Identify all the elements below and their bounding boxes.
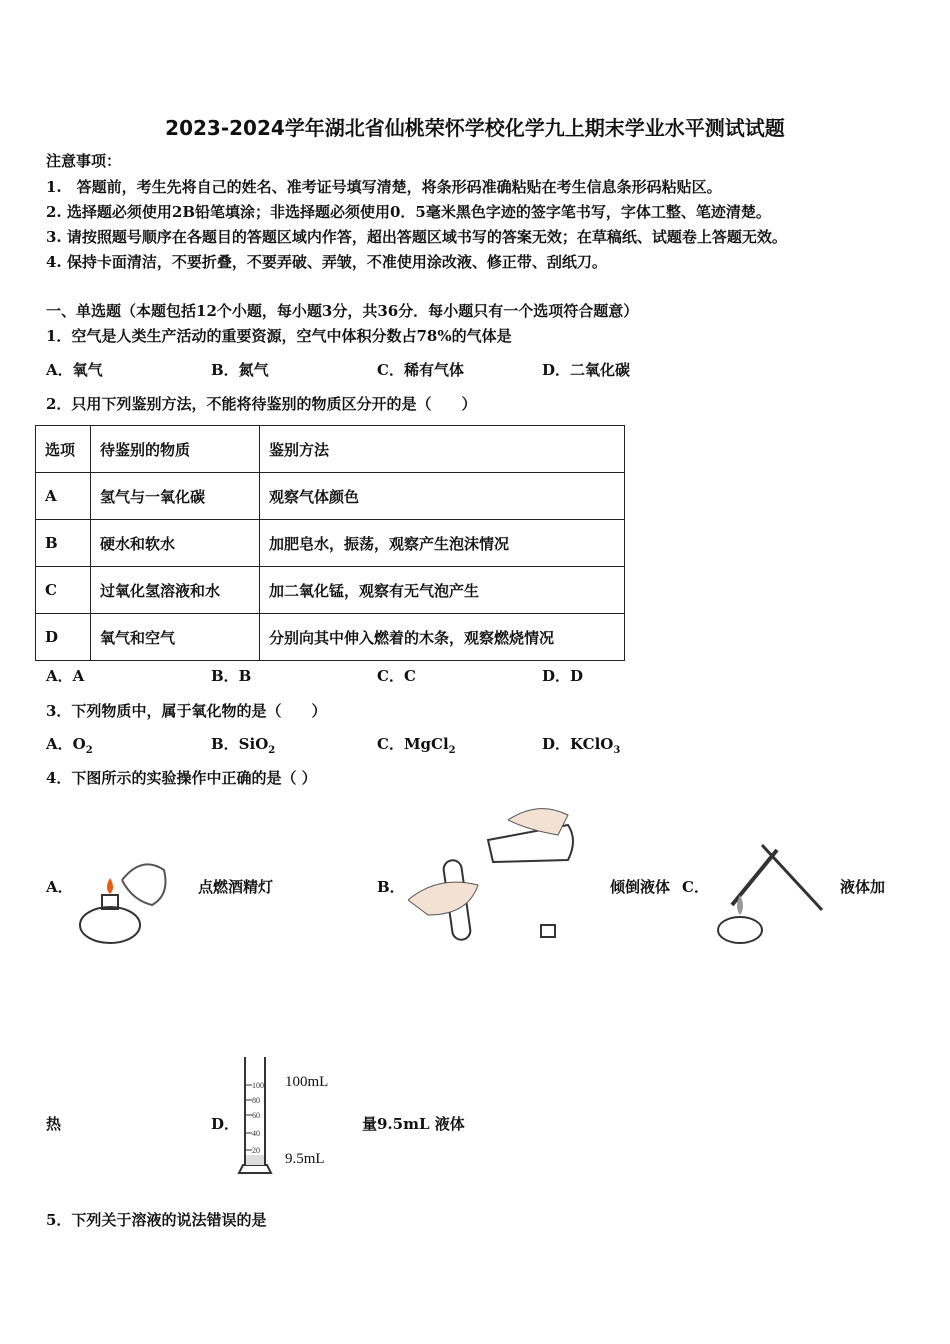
cylinder-tick: 60 <box>252 1111 260 1120</box>
q1-option: A．氧气 <box>46 361 103 379</box>
q5-stem: 5．下列关于溶液的说法错误的是 <box>46 1211 267 1229</box>
table-cell: C <box>36 567 91 614</box>
page-title: 2023-2024学年湖北省仙桃荣怀学校化学九上期末学业水平测试试题 <box>165 116 785 140</box>
q1-stem: 1．空气是人类生产活动的重要资源，空气中体积分数占78%的气体是 <box>46 327 512 345</box>
cylinder-label: 100mL <box>285 1074 329 1090</box>
table-row <box>36 567 625 614</box>
table-header-row <box>36 426 625 473</box>
q3-option: D．KClO$_3$ <box>542 735 621 756</box>
table-cell: 过氧化氢溶液和水 <box>91 567 260 614</box>
notice-item: 4. 保持卡面清洁，不要折叠，不要弄破、弄皱，不准使用涂改液、修正带、刮纸刀。 <box>46 253 607 271</box>
table-cell: 氢气与一氧化碳 <box>91 473 260 520</box>
q4-option-text: 量9.5mL 液体 <box>362 1115 465 1133</box>
q4-option-text: 液体加 <box>840 878 886 896</box>
table-row <box>36 520 625 567</box>
q4-option-label: C． <box>682 878 709 896</box>
notice-item: 3. 请按照题号顺序在各题目的答题区域内作答，超出答题区域书写的答案无效；在草稿纸、试题卷上答题无效。 <box>46 228 787 246</box>
q2-option: A．A <box>46 667 85 685</box>
q4-option-label: B． <box>377 878 405 896</box>
pouring-liquid-figure <box>408 800 583 950</box>
q4-stem: 4．下图所示的实验操作中正确的是（ ） <box>46 769 317 787</box>
table-header: 选项 <box>36 426 91 473</box>
table-cell: D <box>36 614 91 661</box>
q1-option: D．二氧化碳 <box>542 361 631 379</box>
table-header: 鉴别方法 <box>260 426 625 473</box>
q2-option: D．D <box>542 667 584 685</box>
cylinder-tick: 100 <box>252 1081 264 1090</box>
table-cell: 氧气和空气 <box>91 614 260 661</box>
q2-option: C．C <box>377 667 416 685</box>
q2-stem: 2．只用下列鉴别方法，不能将待鉴别的物质区分开的是（ ） <box>46 395 477 413</box>
q4-option-label: D． <box>211 1115 240 1133</box>
cylinder-tick: 20 <box>252 1146 260 1155</box>
heating-liquid-figure <box>712 835 827 950</box>
table-cell: A <box>36 473 91 520</box>
graduated-cylinder-figure <box>235 1055 275 1177</box>
alcohol-lamp-figure <box>72 850 172 950</box>
table-row <box>36 614 625 661</box>
q4-option-text: 热 <box>46 1115 62 1133</box>
table-cell: 观察气体颜色 <box>260 473 625 520</box>
table-header: 待鉴别的物质 <box>91 426 260 473</box>
notice-item: 1. 答题前，考生先将自己的姓名、准考证号填写清楚，将条形码准确粘贴在考生信息条形码粘贴区。 <box>46 178 722 196</box>
table-cell: 加二氧化锰，观察有无气泡产生 <box>260 567 625 614</box>
notice-heading: 注意事项： <box>46 152 122 170</box>
q4-option-text: 点燃酒精灯 <box>198 878 274 896</box>
q3-option: B．SiO$_2$ <box>211 735 276 756</box>
q1-option: C．稀有气体 <box>377 361 464 379</box>
cylinder-tick: 40 <box>252 1129 260 1138</box>
q2-table <box>35 425 625 661</box>
cylinder-tick: 80 <box>252 1096 260 1105</box>
table-cell: B <box>36 520 91 567</box>
q3-option: C．MgCl$_2$ <box>377 735 456 756</box>
notice-item: 2. 选择题必须使用2B铅笔填涂；非选择题必须使用0．5毫米黑色字迹的签字笔书写，字体工整、笔迹清楚。 <box>46 203 771 221</box>
table-cell: 硬水和软水 <box>91 520 260 567</box>
table-row <box>36 473 625 520</box>
q4-option-text: 倾倒液体 <box>610 878 671 896</box>
table-cell: 分别向其中伸入燃着的木条，观察燃烧情况 <box>260 614 625 661</box>
q1-option: B．氮气 <box>211 361 269 379</box>
cylinder-label: 9.5mL <box>285 1151 325 1167</box>
section-heading: 一、单选题（本题包括12个小题，每小题3分，共36分．每小题只有一个选项符合题意） <box>46 302 639 320</box>
q2-option: B．B <box>211 667 252 685</box>
table-cell: 加肥皂水，振荡，观察产生泡沫情况 <box>260 520 625 567</box>
q3-option: A．$O_2$ <box>46 735 93 756</box>
q3-stem: 3．下列物质中，属于氧化物的是（ ） <box>46 702 327 720</box>
q4-option-label: A． <box>46 878 73 896</box>
